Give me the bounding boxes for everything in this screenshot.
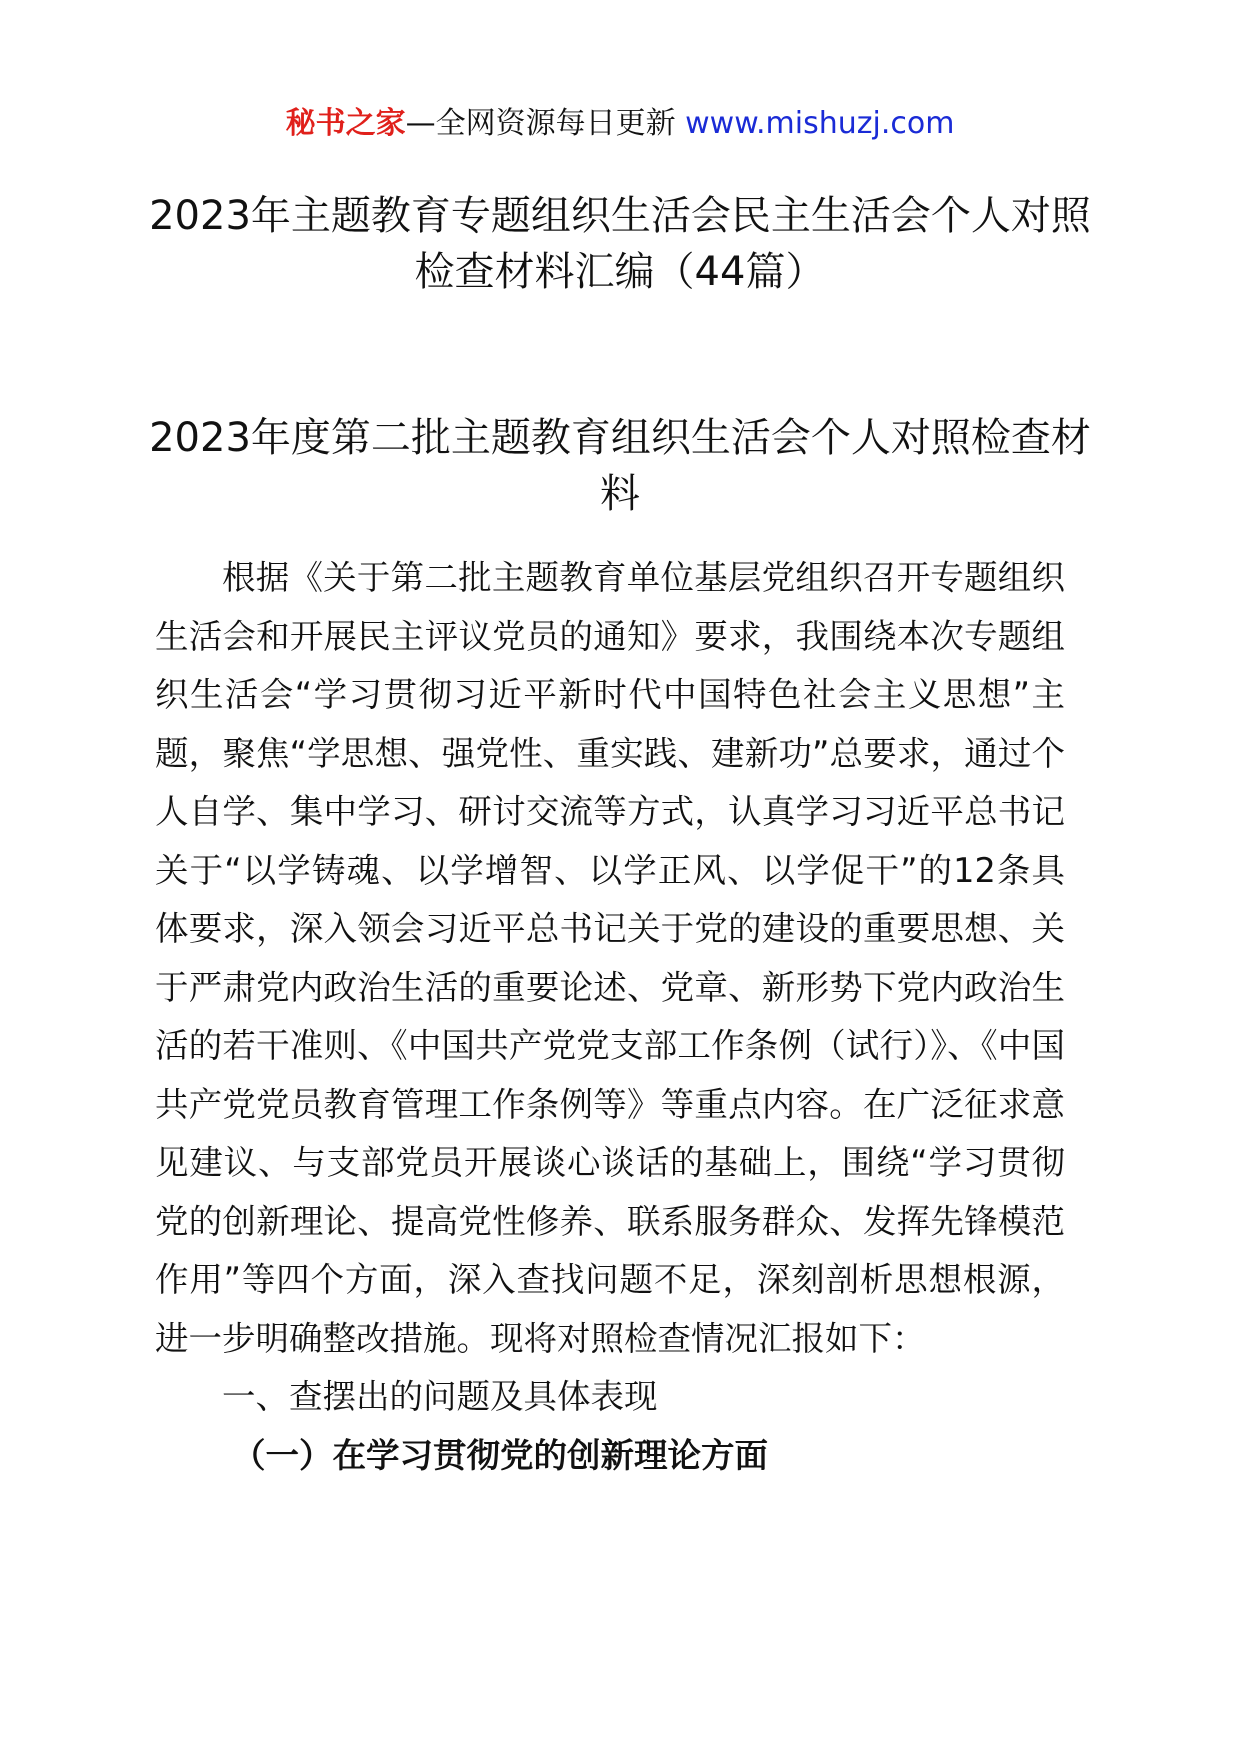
header-tagline: —全网资源每日更新 [405,106,676,141]
intro-paragraph: 根据《关于第二批主题教育单位基层党组织召开专题组织生活会和开展民主评议党员的通知》要求，我围绕本次专题组织生活会“学习贯彻习近平新时代中国特色社会主义思想”主题，聚焦“学思想、强党性、重实践、建新功”总要求，通过个人自学、集中学习、研讨交流等方式，认真学习习近平总书记关于“以学铸魂、以学增智、以学正风、以学促干”的12条具体要求，深入领会习近平总书记关于党的建设的重要思想、关于严肃党内政治生活的重要论述、党章、新形势下党内政治生活的若干准则、《中国共产党党支部工作条例（试行）》、《中国共产党党员教育管理工作条例等》等重点内容。在广泛征求意见建议、与支部党员开展谈心谈话的基础上，围绕“学习贯彻党的创新理论、提高党性修养、联系服务群众、发挥先锋模范作用”等四个方面，深入查找问题不足，深刻剖析思想根源，进一步明确整改措施。现将对照检查情况汇报如下： [155,558,1065,1358]
brand-name: 秘书之家 [285,106,406,141]
site-header [0,100,1240,148]
site-url-link[interactable]: www.mishuzj.com [685,106,955,141]
article-title: 2023年度第二批主题教育组织生活会个人对照检查材料 [149,415,1091,517]
compilation-title: 2023年主题教育专题组织生活会民主生活会个人对照检查材料汇编（44篇） [149,193,1091,295]
section-heading: 一、查摆出的问题及具体表现 [222,1377,658,1416]
subsection-heading: （一）在学习贯彻党的创新理论方面 [232,1436,768,1475]
